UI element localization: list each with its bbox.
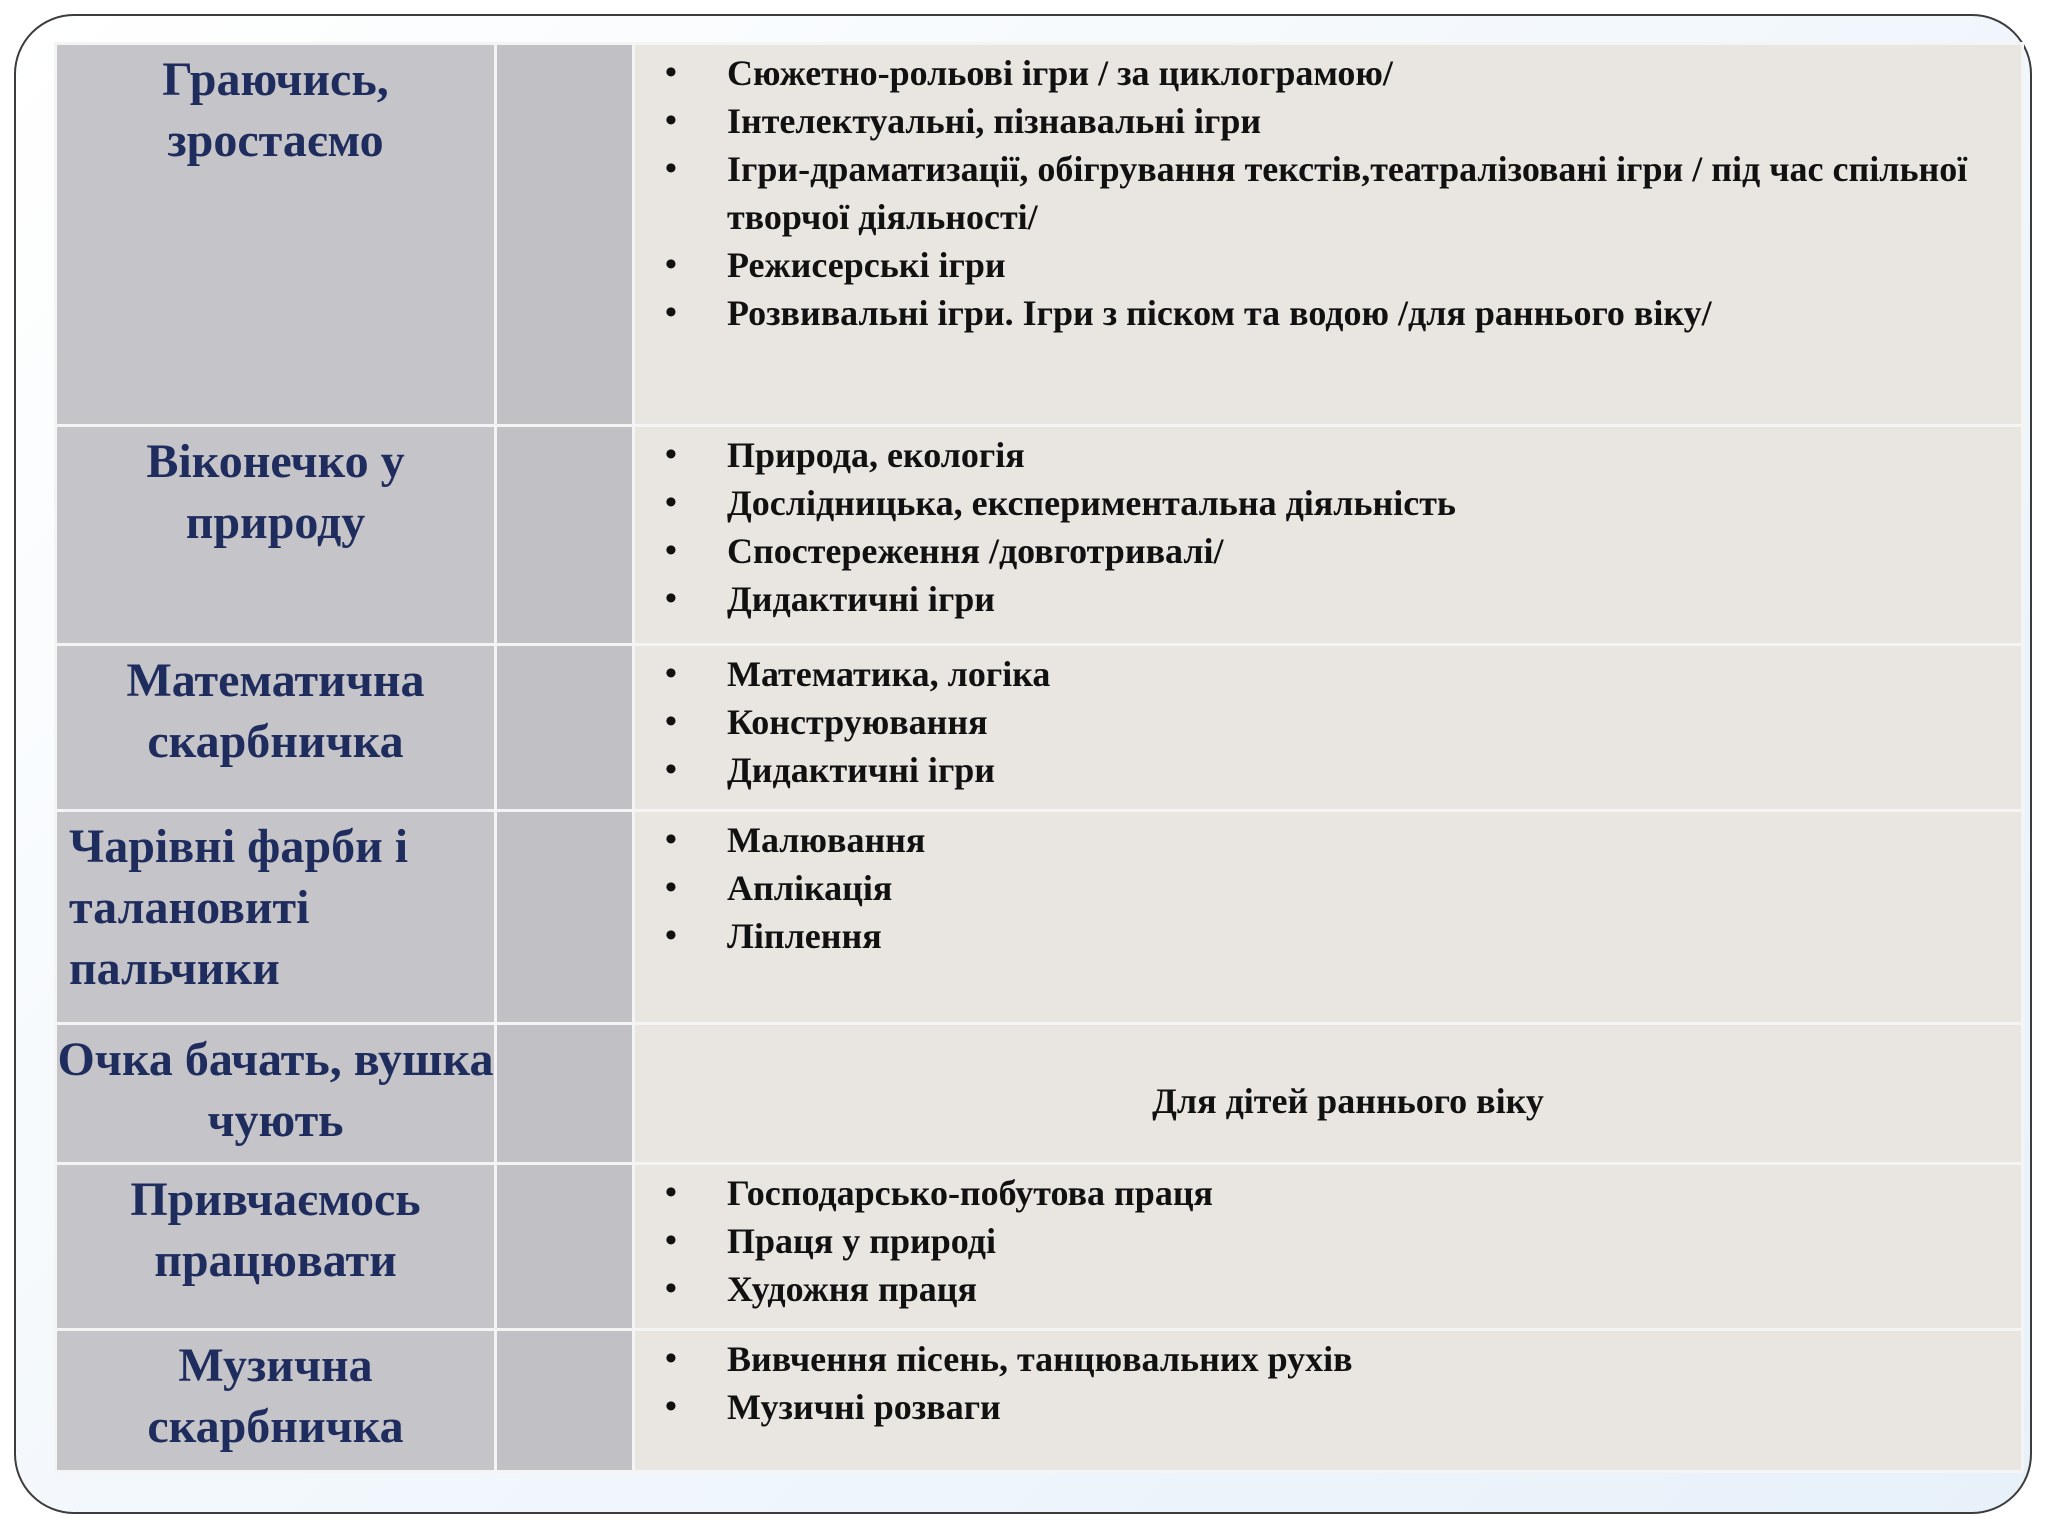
- list-item: [635, 479, 1981, 527]
- topic-cell: Очка бачать, вушка чують: [56, 1024, 496, 1164]
- activity-list: [635, 45, 2021, 337]
- list-item: [635, 527, 1981, 575]
- activity-table-container: [54, 42, 2024, 1470]
- list-item-text: Математика, логіка: [727, 654, 1051, 694]
- bullet-icon: •: [665, 102, 677, 139]
- list-item: [635, 97, 1981, 145]
- content-cell: [634, 645, 2023, 811]
- list-item: [635, 912, 1981, 960]
- list-item-text: Сюжетно-рольові ігри / за циклограмою/: [727, 53, 1393, 93]
- list-item-text: Господарсько-побутова праця: [727, 1173, 1214, 1213]
- table-row: [56, 1024, 2023, 1164]
- list-item: [635, 1169, 1981, 1217]
- list-item: [635, 1265, 1981, 1313]
- spacer-cell: [496, 1330, 634, 1472]
- spacer-cell: [496, 1024, 634, 1164]
- bullet-icon: •: [665, 484, 677, 521]
- activity-table: [54, 42, 2024, 1473]
- list-item-text: Ігри-драматизації, обігрування текстів,театралізовані ігри / під час спільної творчої діяльності/: [727, 149, 1968, 237]
- bullet-icon: •: [665, 917, 677, 954]
- activity-list: [635, 427, 2021, 623]
- content-cell: [634, 426, 2023, 645]
- spacer-cell: [496, 426, 634, 645]
- list-item-text: Художня праця: [727, 1269, 977, 1309]
- spacer-cell: [496, 44, 634, 426]
- table-row: [56, 44, 2023, 426]
- list-item-text: Аплікація: [727, 868, 893, 908]
- list-item: [635, 650, 1981, 698]
- bullet-icon: •: [665, 294, 677, 331]
- content-cell: [634, 1164, 2023, 1330]
- content-cell: [634, 811, 2023, 1024]
- list-item-text: Малювання: [727, 820, 926, 860]
- bullet-icon: •: [665, 1388, 677, 1425]
- table-row: [56, 645, 2023, 811]
- bullet-icon: •: [665, 1222, 677, 1259]
- list-item: [635, 1383, 1981, 1431]
- activity-list: [635, 1331, 2021, 1431]
- list-item-text: Розвивальні ігри. Ігри з піском та водою /для раннього віку/: [727, 293, 1712, 333]
- bullet-icon: •: [665, 869, 677, 906]
- list-item: [635, 698, 1981, 746]
- activity-list: [635, 646, 2021, 794]
- bullet-icon: •: [665, 1174, 677, 1211]
- topic-cell: Привчаємось працювати: [56, 1164, 496, 1330]
- list-item-text: Музичні розваги: [727, 1387, 1001, 1427]
- bullet-icon: •: [665, 703, 677, 740]
- bullet-icon: •: [665, 1340, 677, 1377]
- list-item-text: Режисерські ігри: [727, 245, 1006, 285]
- bullet-icon: •: [665, 436, 677, 473]
- table-row: [56, 426, 2023, 645]
- activity-list: [635, 1165, 2021, 1313]
- list-item: [635, 575, 1981, 623]
- list-item-text: Вивчення пісень, танцювальних рухів: [727, 1339, 1353, 1379]
- table-row: [56, 1330, 2023, 1472]
- topic-cell: Музична скарбничка: [56, 1330, 496, 1472]
- list-item: [635, 746, 1981, 794]
- list-item: [635, 1335, 1981, 1383]
- activity-list: [635, 812, 2021, 960]
- content-cell: [634, 1330, 2023, 1472]
- bullet-icon: •: [665, 1270, 677, 1307]
- list-item: [635, 864, 1981, 912]
- age-note: Для дітей раннього віку: [1152, 1081, 1544, 1121]
- spacer-cell: [496, 1164, 634, 1330]
- list-item: [635, 816, 1981, 864]
- table-row: [56, 811, 2023, 1024]
- topic-cell: Чарівні фарби і талановиті пальчики: [56, 811, 496, 1024]
- table-row: [56, 1164, 2023, 1330]
- list-item-text: Конструювання: [727, 702, 988, 742]
- list-item: [635, 49, 1981, 97]
- bullet-icon: •: [665, 246, 677, 283]
- bullet-icon: •: [665, 751, 677, 788]
- list-item: [635, 431, 1981, 479]
- bullet-icon: •: [665, 580, 677, 617]
- spacer-cell: [496, 645, 634, 811]
- bullet-icon: •: [665, 532, 677, 569]
- bullet-icon: •: [665, 54, 677, 91]
- list-item: [635, 289, 1981, 337]
- list-item-text: Ліплення: [727, 916, 882, 956]
- spacer-cell: [496, 811, 634, 1024]
- list-item-text: Праця у природі: [727, 1221, 996, 1261]
- list-item-text: Дидактичні ігри: [727, 579, 996, 619]
- list-item: [635, 1217, 1981, 1265]
- list-item-text: Спостереження /довготривалі/: [727, 531, 1224, 571]
- bullet-icon: •: [665, 655, 677, 692]
- topic-cell: Математична скарбничка: [56, 645, 496, 811]
- topic-cell: Віконечко у природу: [56, 426, 496, 645]
- list-item-text: Інтелектуальні, пізнавальні ігри: [727, 101, 1262, 141]
- content-cell: [634, 44, 2023, 426]
- list-item: [635, 145, 1981, 241]
- list-item: [635, 241, 1981, 289]
- list-item-text: Природа, екологія: [727, 435, 1025, 475]
- list-item-text: Дослідницька, експериментальна діяльність: [727, 483, 1456, 523]
- list-item-text: Дидактичні ігри: [727, 750, 996, 790]
- bullet-icon: •: [665, 821, 677, 858]
- bullet-icon: •: [665, 150, 677, 187]
- topic-cell: Граючись, зростаємо: [56, 44, 496, 426]
- content-cell: [634, 1024, 2023, 1164]
